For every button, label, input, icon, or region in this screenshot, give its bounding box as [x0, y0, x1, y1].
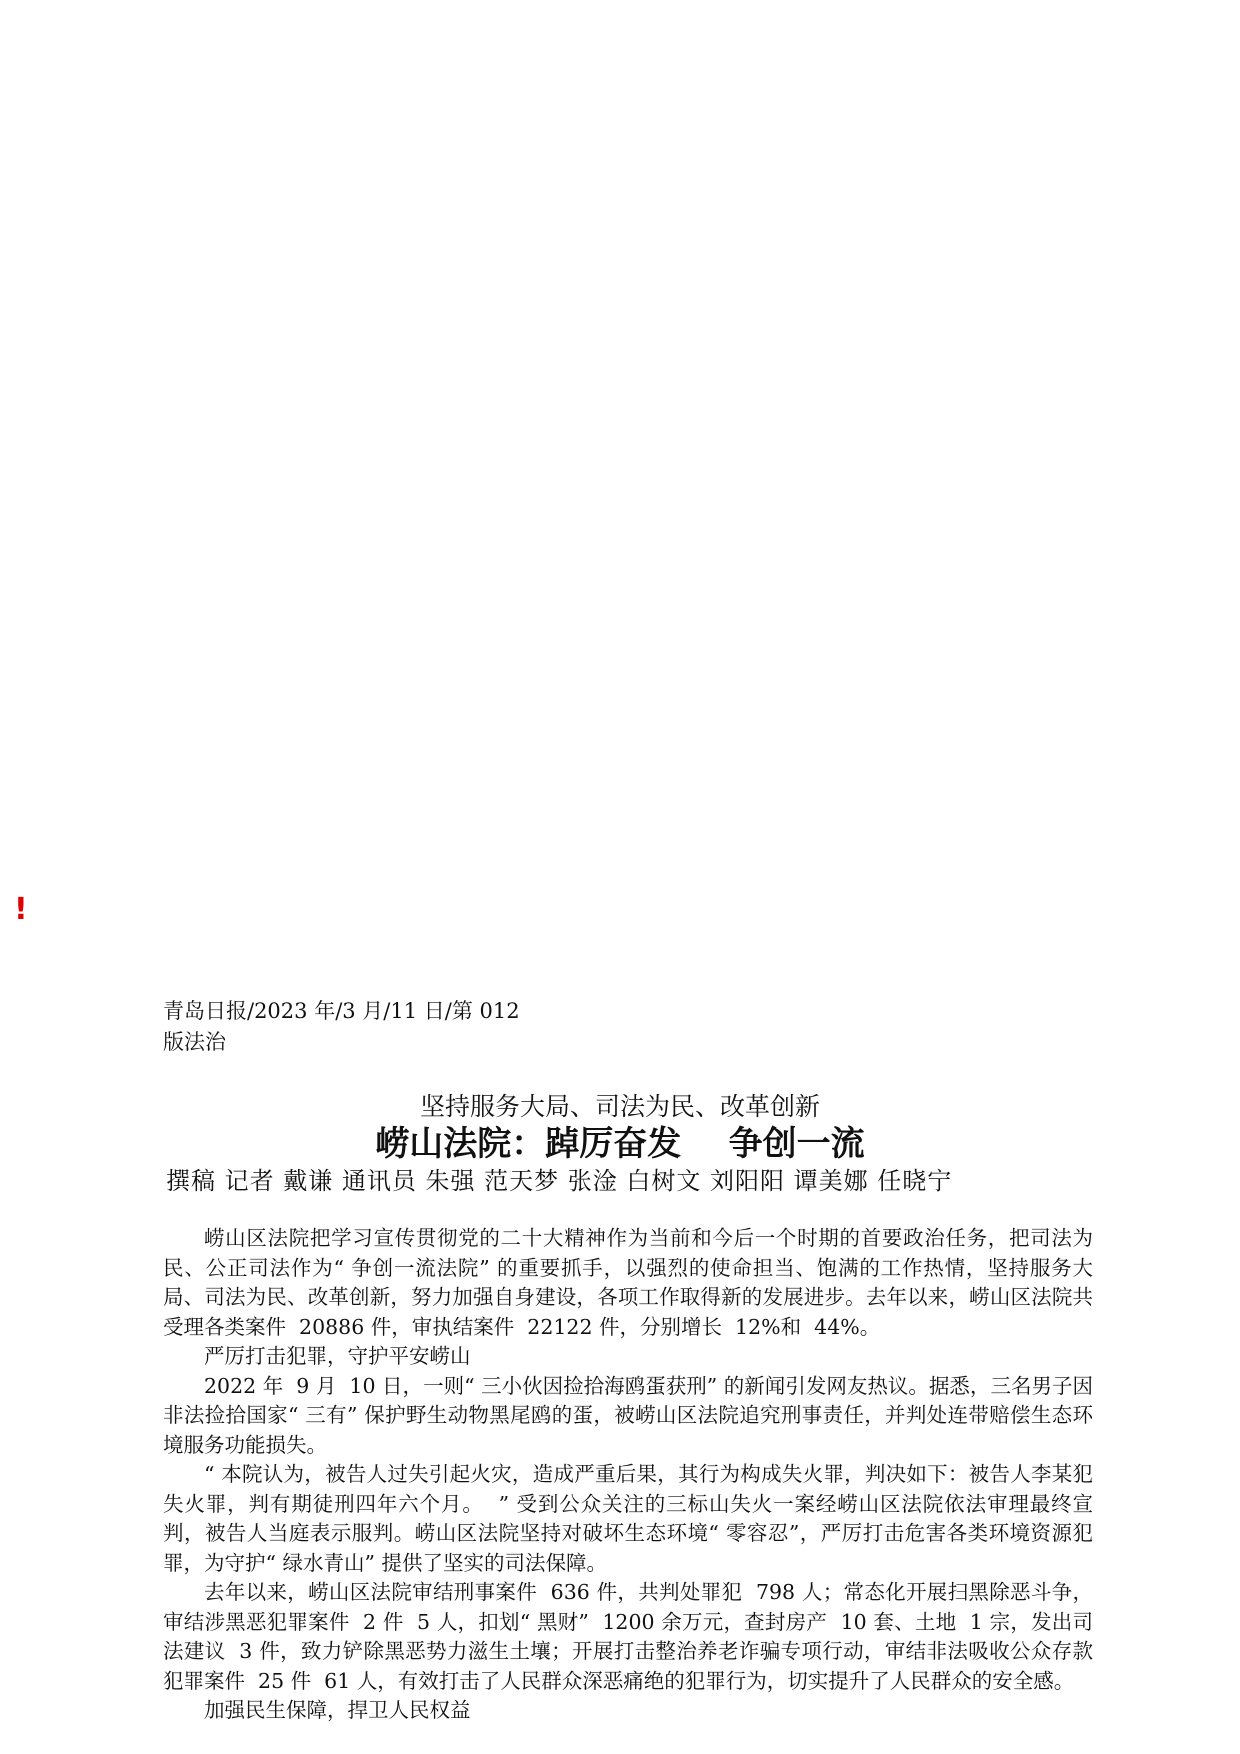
section-heading-livelihood: 加强民生保障，捍卫人民权益 [204, 1698, 471, 1722]
article-body [163, 1224, 1093, 1726]
paragraph-criminal-stats: 去年以来，崂山区法院审结刑事案件 636 件，共判处罪犯 798 人；常态化开展扫黑除恶斗争，审结涉黑恶犯罪案件 2 件 5 人，扣划“ 黑财” 1200 余万元，查封房产 10 套、土地 1 宗，发出司法建议 3 件，致力铲除黑恶势力滋生土壤；开展打击整治养老诈骗专项行动，审结非法吸收公众存款犯罪案件 25 件 61 人，有效打击了人民群众深恶痛绝的犯罪行为，切实提升了人民群众的安全感。 [163, 1580, 1093, 1693]
source-line-1: 青岛日报/2023 年/3 月/11 日/第 012 [163, 999, 520, 1023]
source-citation [163, 996, 583, 1058]
paragraph-fire-case: “ 本院认为，被告人过失引起火灾，造成严重后果，其行为构成失火罪，判决如下：被告人李某犯失火罪，判有期徒刑四年六个月。 ” 受到公众关注的三标山失火一案经崂山区法院依法审理最终宣判，被告人当庭表示服判。崂山区法院坚持对破坏生态环境“ 零容忍”，严厉打击危害各类环境资源犯罪，为守护“ 绿水青山” 提供了坚实的司法保障。 [163, 1462, 1093, 1575]
section-heading-crime: 严厉打击犯罪，守护平安崂山 [204, 1344, 471, 1368]
paragraph-seagull-case: 2022 年 9 月 10 日，一则“ 三小伙因捡拾海鸥蛋获刑” 的新闻引发网友热议。据悉，三名男子因非法捡拾国家“ 三有” 保护野生动物黑尾鸥的蛋，被崂山区法院追究刑事责任，并判处连带赔偿生态环境服务功能损失。 [163, 1373, 1093, 1457]
article-subtitle: 坚持服务大局、司法为民、改革创新 [419, 1092, 820, 1121]
article-byline: 撰稿 记者 戴谦 通讯员 朱强 范天梦 张淦 白树文 刘阳阳 谭美娜 任晓宁 [166, 1167, 953, 1195]
source-line-2: 版法治 [163, 1030, 226, 1054]
article-title: 崂山法院：踔厉奋发 争创一流 [375, 1124, 865, 1164]
red-exclamation-mark: ! [14, 892, 28, 927]
paragraph-intro: 崂山区法院把学习宣传贯彻党的二十大精神作为当前和今后一个时期的首要政治任务，把司法为民、公正司法作为“ 争创一流法院” 的重要抓手，以强烈的使命担当、饱满的工作热情，坚持服务大局、司法为民、改革创新，努力加强自身建设，各项工作取得新的发展进步。去年以来，崂山区法院共受理各类案件 20886 件，审执结案件 22122 件，分别增长 12%和 44%。 [163, 1226, 1093, 1339]
